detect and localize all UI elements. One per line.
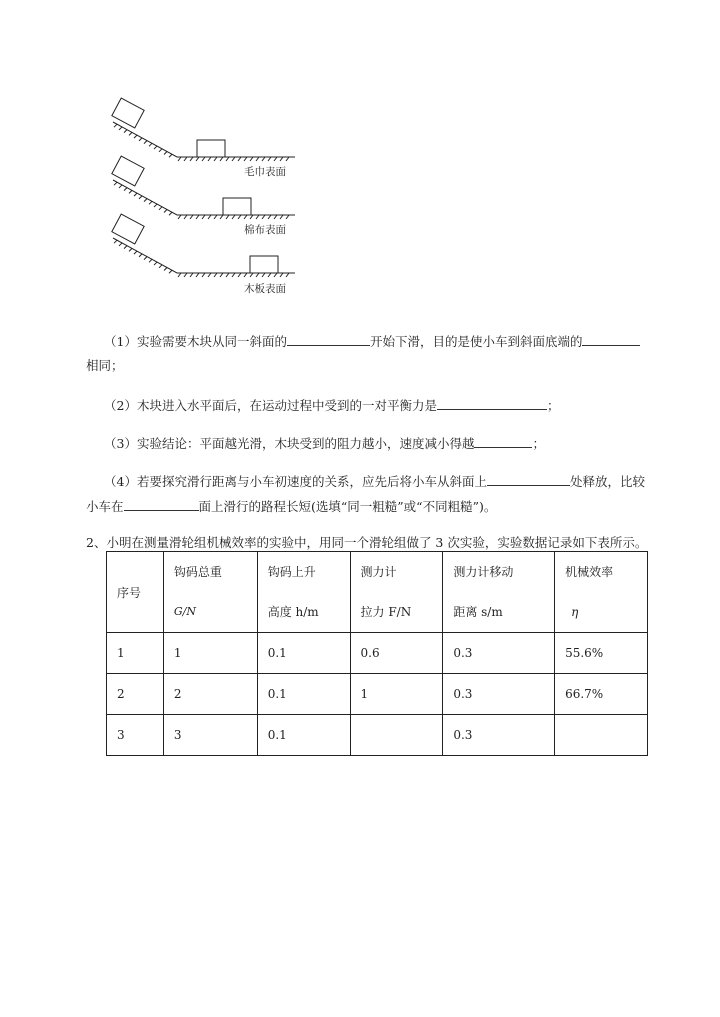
sliding-block-stop <box>223 198 251 215</box>
hatching <box>114 240 289 277</box>
answer-blank[interactable] <box>287 333 370 346</box>
text: ； <box>546 398 560 413</box>
text: （4）若要探究滑行距离与小车初速度的关系，应先后将小车从斜面上 <box>104 474 487 489</box>
label-wood: 木板表面 <box>244 283 286 295</box>
header-cell: 测力计 拉力 F/N <box>350 552 443 633</box>
question-1-part-4 <box>104 472 645 490</box>
text: （1）实验需要木块从同一斜面的 <box>104 334 287 349</box>
answer-blank[interactable] <box>487 473 570 486</box>
header-cell: 机械效率 η <box>555 552 648 633</box>
answer-blank[interactable] <box>437 397 547 410</box>
question-2: 2、小明在测量滑轮组机械效率的实验中，用同一个滑轮组做了 3 次实验，实验数据记录如下表所示。 <box>86 535 648 550</box>
table-row: 1 1 0.1 0.6 0.3 55.6% <box>107 633 648 674</box>
table-row: 2 2 0.1 1 0.3 66.7% <box>107 674 648 715</box>
data-table <box>106 551 648 756</box>
answer-blank[interactable] <box>582 333 640 346</box>
question-1-part-4-cont <box>86 497 496 515</box>
question-1-part-3 <box>104 434 545 452</box>
text: 小车在 <box>86 499 124 514</box>
table-row: 3 3 0.1 0.3 <box>107 715 648 756</box>
question-1-part-1-cont: 相同； <box>86 358 124 373</box>
label-towel: 毛巾表面 <box>244 166 286 178</box>
text: 开始下滑，目的是使小车到斜面底端的 <box>369 334 583 349</box>
header-cell: 测力计移动 距离 s/m <box>443 552 555 633</box>
text: 处释放，比较 <box>569 474 645 489</box>
sliding-block-stop <box>197 140 225 157</box>
table-header-row <box>107 552 648 633</box>
header-cell: 钩码总重 G/N <box>163 552 257 633</box>
answer-blank[interactable] <box>124 498 199 511</box>
empty-cell[interactable] <box>350 715 443 756</box>
question-1-part-2 <box>104 396 559 414</box>
incline-experiment-figure <box>105 95 305 300</box>
answer-blank[interactable] <box>474 435 532 448</box>
empty-cell[interactable] <box>555 715 648 756</box>
text: （2）木块进入水平面后，在运动过程中受到的一对平衡力是 <box>104 398 437 413</box>
hatching <box>114 124 289 161</box>
text: （3）实验结论：平面越光滑，木块受到的阻力越小，速度减小得越 <box>104 436 475 451</box>
sliding-block-stop <box>250 256 278 273</box>
header-cell: 钩码上升 高度 h/m <box>257 552 350 633</box>
header-cell: 序号 <box>107 552 164 633</box>
hatching <box>114 182 289 219</box>
question-1-part-1 <box>104 332 640 350</box>
label-cotton: 棉布表面 <box>244 224 286 236</box>
text: 面上滑行的路程长短(选填“同一粗糙”或“不同粗糙”)。 <box>198 499 497 514</box>
text: ； <box>532 436 545 451</box>
